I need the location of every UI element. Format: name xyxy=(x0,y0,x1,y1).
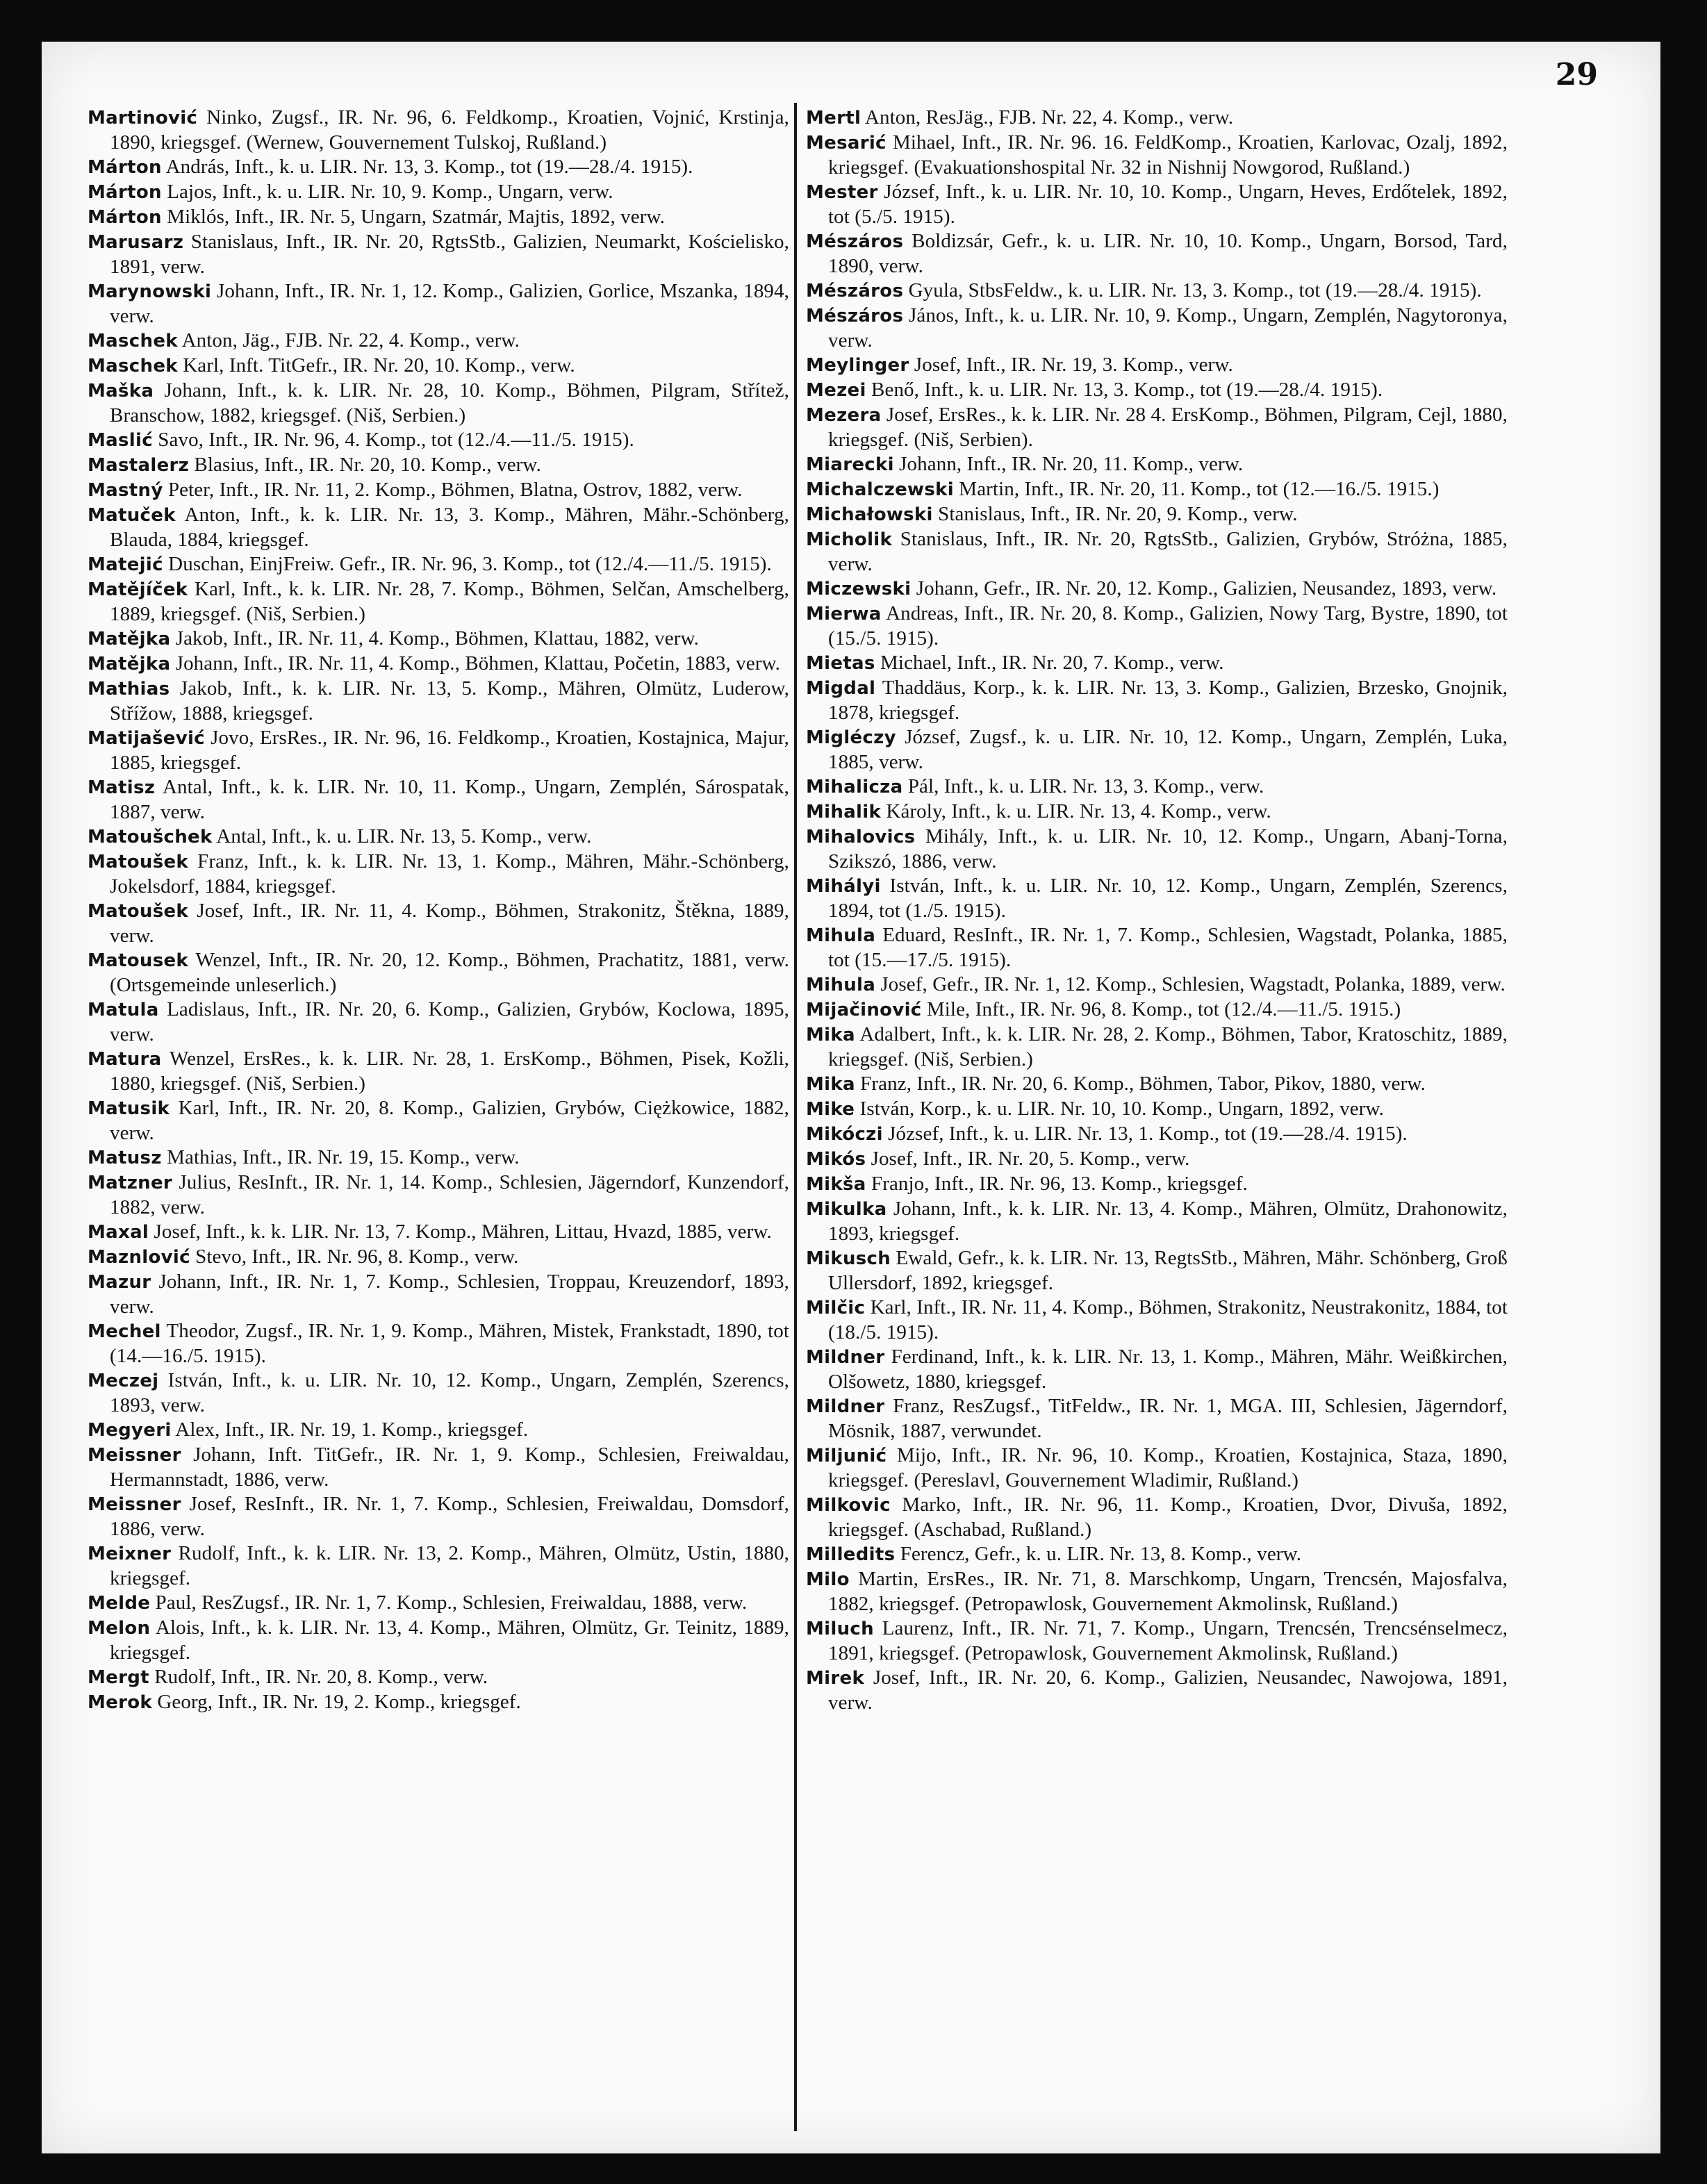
casualty-entry xyxy=(88,205,789,230)
entry-details: Adalbert, Inft., k. k. LIR. Nr. 28, 2. Komp., Böhmen, Tabor, Kratoschitz, 1889, kriegsgef. (Niš, Serbien.) xyxy=(828,1023,1508,1070)
entry-details: János, Inft., k. u. LIR. Nr. 10, 9. Komp., Ungarn, Zemplén, Nagytoronya, verw. xyxy=(828,304,1508,351)
casualty-entry xyxy=(806,477,1508,502)
entry-surname: Mihula xyxy=(806,925,876,946)
entry-details: Johann, Inft., IR. Nr. 11, 4. Komp., Böhmen, Klattau, Početin, 1883, verw. xyxy=(170,652,780,675)
casualty-entry xyxy=(88,279,789,329)
entry-surname: Maschek xyxy=(88,356,178,377)
casualty-entry xyxy=(88,428,789,453)
casualty-entry xyxy=(88,948,789,998)
entry-details: Stevo, Inft., IR. Nr. 96, 8. Komp., verw. xyxy=(190,1246,519,1268)
entry-details: Antal, Inft., k. k. LIR. Nr. 10, 11. Komp., Ungarn, Zemplén, Sárospatak, 1887, verw. xyxy=(110,776,789,823)
entry-details: Stanislaus, Inft., IR. Nr. 20, 9. Komp., verw. xyxy=(932,503,1298,525)
entry-surname: Mészáros xyxy=(806,306,904,326)
entry-details: Ferencz, Gefr., k. u. LIR. Nr. 13, 8. Komp., verw. xyxy=(895,1543,1302,1565)
casualty-entry xyxy=(806,973,1508,998)
left-column xyxy=(88,106,789,1715)
entry-details: Thaddäus, Korp., k. k. LIR. Nr. 13, 3. Komp., Galizien, Brzesko, Gnojnik, 1878, kriegsgef. xyxy=(828,677,1508,724)
entry-surname: Mezera xyxy=(806,405,882,426)
entry-details: Karl, Inft. TitGefr., IR. Nr. 20, 10. Komp., verw. xyxy=(177,354,575,377)
casualty-entry xyxy=(806,602,1508,651)
entry-surname: Mechel xyxy=(88,1321,161,1342)
entry-surname: Matusik xyxy=(88,1098,170,1119)
casualty-entry xyxy=(806,353,1508,378)
entry-details: Josef, Inft., IR. Nr. 11, 4. Komp., Böhmen, Strakonitz, Štěkna, 1889, verw. xyxy=(110,900,789,947)
casualty-entry xyxy=(88,1492,789,1541)
casualty-entry xyxy=(806,825,1508,874)
entry-details: Mihael, Inft., IR. Nr. 96. 16. FeldKomp., Kroatien, Karlovac, Ozalj, 1892, kriegsgef. (Evakuationshospital Nr. 32 in Nishnij Nowgorod, Rußland.) xyxy=(828,131,1508,179)
entry-details: Gyula, StbsFeldw., k. u. LIR. Nr. 13, 3. Komp., tot (19.—28./4. 1915). xyxy=(903,279,1482,301)
entry-surname: Mirek xyxy=(806,1668,865,1689)
entry-details: Mihály, Inft., k. u. LIR. Nr. 10, 12. Komp., Ungarn, Abanj-Torna, Szikszó, 1886, verw. xyxy=(828,825,1508,872)
entry-details: Peter, Inft., IR. Nr. 11, 2. Komp., Böhmen, Blatna, Ostrov, 1882, verw. xyxy=(163,479,743,501)
entry-details: Josef, Inft., IR. Nr. 20, 5. Komp., verw. xyxy=(866,1148,1190,1170)
entry-surname: Migdal xyxy=(806,678,876,699)
entry-details: Anton, Jäg., FJB. Nr. 22, 4. Komp., verw. xyxy=(177,329,520,351)
entry-details: Franz, ResZugsf., TitFeldw., IR. Nr. 1, MGA. III, Schlesien, Jägerndorf, Mösnik, 1887, verwundet. xyxy=(828,1395,1508,1442)
entry-details: Georg, Inft., IR. Nr. 19, 2. Komp., kriegsgef. xyxy=(151,1691,521,1713)
entry-surname: Mildner xyxy=(806,1396,885,1417)
casualty-entry xyxy=(88,1270,789,1319)
entry-details: Andreas, Inft., IR. Nr. 20, 8. Komp., Galizien, Nowy Targ, Bystre, 1890, tot (15./5. 1915). xyxy=(828,602,1508,650)
casualty-entry xyxy=(88,1665,789,1690)
casualty-entry xyxy=(806,1172,1508,1197)
casualty-entry xyxy=(88,677,789,726)
entry-surname: Matějka xyxy=(88,654,171,675)
entry-details: Johann, Inft., k. k. LIR. Nr. 28, 10. Komp., Böhmen, Pilgram, Střítež, Branschow, 1882, kriegsgef. (Niš, Serbien.) xyxy=(110,379,789,427)
entry-surname: Mester xyxy=(806,182,878,203)
entry-details: Josef, Inft., IR. Nr. 20, 6. Komp., Galizien, Neusandec, Nawojowa, 1891, verw. xyxy=(828,1666,1508,1714)
entry-details: Karl, Inft., IR. Nr. 20, 8. Komp., Galizien, Grybów, Ciężkowice, 1882, verw. xyxy=(110,1097,789,1144)
entry-details: István, Inft., k. u. LIR. Nr. 10, 12. Komp., Ungarn, Zemplén, Szerencs, 1894, tot (1./5. 1915). xyxy=(828,875,1508,922)
entry-details: Jakob, Inft., k. k. LIR. Nr. 13, 5. Komp., Mähren, Olmütz, Luderow, Střížow, 1888, kriegsgef. xyxy=(110,677,789,725)
casualty-entry xyxy=(88,1245,789,1270)
entry-details: Anton, Inft., k. k. LIR. Nr. 13, 3. Komp., Mähren, Mähr.-Schönberg, Blauda, 1884, kriegsgef. xyxy=(110,504,789,551)
entry-surname: Matoušek xyxy=(88,852,189,872)
casualty-entry xyxy=(88,478,789,503)
casualty-entry xyxy=(806,1345,1508,1394)
casualty-entry xyxy=(88,998,789,1047)
casualty-entry xyxy=(806,304,1508,353)
casualty-entry xyxy=(806,775,1508,800)
entry-details: Stanislaus, Inft., IR. Nr. 20, RgtsStb., Galizien, Grybów, Stróżna, 1885, verw. xyxy=(828,528,1508,575)
entry-surname: Matijašević xyxy=(88,728,205,749)
entry-details: Johann, Inft., IR. Nr. 20, 11. Komp., verw. xyxy=(893,453,1244,475)
entry-surname: Mezei xyxy=(806,380,866,401)
casualty-entry xyxy=(88,850,789,899)
casualty-entry xyxy=(806,279,1508,304)
entry-surname: Mike xyxy=(806,1099,855,1120)
entry-surname: Mesarić xyxy=(806,133,887,154)
entry-details: Michael, Inft., IR. Nr. 20, 7. Komp., verw. xyxy=(875,652,1224,674)
entry-details: Josef, Gefr., IR. Nr. 1, 12. Komp., Schlesien, Wagstadt, Polanka, 1889, verw. xyxy=(875,973,1506,995)
entry-surname: Mergt xyxy=(88,1667,149,1688)
casualty-entry xyxy=(88,1368,789,1418)
entry-details: Johann, Inft. TitGefr., IR. Nr. 1, 9. Komp., Schlesien, Freiwaldau, Hermannstadt, 1886, verw. xyxy=(110,1443,789,1491)
entry-surname: Mikulka xyxy=(806,1199,887,1220)
casualty-entry xyxy=(806,1443,1508,1493)
casualty-entry xyxy=(806,1072,1508,1097)
entry-surname: Mihalovics xyxy=(806,827,916,847)
entry-surname: Mikós xyxy=(806,1149,866,1170)
entry-details: Ladislaus, Inft., IR. Nr. 20, 6. Komp., Galizien, Grybów, Koclowa, 1895, verw. xyxy=(110,998,789,1045)
entry-details: Mijo, Inft., IR. Nr. 96, 10. Komp., Kroatien, Kostajnica, Staza, 1890, kriegsgef. (Pereslavl, Gouvernement Wladimir, Rußland.) xyxy=(828,1444,1508,1491)
entry-details: Josef, Inft., IR. Nr. 19, 3. Komp., verw. xyxy=(909,354,1233,376)
casualty-entry xyxy=(806,527,1508,577)
entry-surname: Matisz xyxy=(88,777,156,798)
entry-details: József, Inft., k. u. LIR. Nr. 10, 10. Komp., Ungarn, Heves, Erdőtelek, 1892, tot (5./5. 1915). xyxy=(828,181,1508,228)
entry-surname: Mijačinović xyxy=(806,1000,922,1020)
entry-details: Pál, Inft., k. u. LIR. Nr. 13, 3. Komp., verw. xyxy=(902,775,1264,797)
entry-details: József, Zugsf., k. u. LIR. Nr. 10, 12. Komp., Ungarn, Zemplén, Luka, 1885, verw. xyxy=(828,726,1508,773)
casualty-entry xyxy=(806,1616,1508,1666)
casualty-entry xyxy=(806,229,1508,279)
entry-surname: Matura xyxy=(88,1049,162,1070)
entry-surname: Mihalicza xyxy=(806,777,903,797)
entry-details: Johann, Inft., IR. Nr. 1, 7. Komp., Schlesien, Troppau, Kreuzendorf, 1893, verw. xyxy=(110,1271,789,1318)
entry-surname: Mierwa xyxy=(806,604,882,624)
entry-details: Ninko, Zugsf., IR. Nr. 96, 6. Feldkomp., Kroatien, Vojnić, Krstinja, 1890, kriegsgef. (Wernew, Gouvernement Tulskoj, Rußland.) xyxy=(110,106,789,154)
entry-details: Benő, Inft., k. u. LIR. Nr. 13, 3. Komp., tot (19.—28./4. 1915). xyxy=(866,379,1383,401)
casualty-entry xyxy=(806,923,1508,973)
entry-details: Franz, Inft., IR. Nr. 20, 6. Komp., Böhmen, Tabor, Pikov, 1880, verw. xyxy=(855,1073,1426,1095)
casualty-entry xyxy=(88,1145,789,1170)
entry-surname: Matula xyxy=(88,1000,159,1020)
entry-surname: Michałowski xyxy=(806,504,933,525)
entry-details: Karl, Inft., IR. Nr. 11, 4. Komp., Böhmen, Strakonitz, Neustrakonitz, 1884, tot (18./5. 1915). xyxy=(828,1296,1508,1343)
entry-details: Eduard, ResInft., IR. Nr. 1, 7. Komp., Schlesien, Wagstadt, Polanka, 1885, tot (15.—17./5. 1915). xyxy=(828,924,1508,971)
entry-surname: Matějka xyxy=(88,629,171,650)
casualty-entry xyxy=(88,155,789,180)
casualty-entry xyxy=(806,725,1508,775)
entry-surname: Matejić xyxy=(88,554,163,575)
casualty-entry xyxy=(88,1591,789,1616)
casualty-entry xyxy=(88,329,789,354)
entry-details: Karl, Inft., k. k. LIR. Nr. 28, 7. Komp., Böhmen, Selčan, Amschelberg, 1889, kriegsgef. (Niš, Serbien.) xyxy=(110,578,789,625)
casualty-entry xyxy=(88,775,789,825)
casualty-entry xyxy=(806,1493,1508,1542)
entry-surname: Megyeri xyxy=(88,1420,172,1441)
casualty-entry xyxy=(88,577,789,627)
casualty-entry xyxy=(806,1666,1508,1715)
casualty-entry xyxy=(806,874,1508,923)
entry-surname: Miarecki xyxy=(806,454,894,475)
entry-surname: Márton xyxy=(88,207,162,228)
casualty-entry xyxy=(88,379,789,428)
casualty-entry xyxy=(88,180,789,205)
entry-surname: Mastalerz xyxy=(88,455,190,476)
page-number: 29 xyxy=(1555,57,1598,92)
casualty-entry xyxy=(88,503,789,552)
entry-surname: Maznlović xyxy=(88,1247,190,1268)
casualty-entry xyxy=(806,1147,1508,1172)
column-divider xyxy=(794,103,797,2131)
entry-details: Mile, Inft., IR. Nr. 96, 8. Komp., tot (12./4.—11./5. 1915.) xyxy=(921,998,1401,1020)
entry-surname: Márton xyxy=(88,157,162,178)
casualty-entry xyxy=(806,1296,1508,1345)
entry-surname: Martinović xyxy=(88,108,198,129)
casualty-entry xyxy=(806,1394,1508,1443)
entry-details: Wenzel, ErsRes., k. k. LIR. Nr. 28, 1. ErsKomp., Böhmen, Pisek, Kožli, 1880, kriegsgef. (Niš, Serbien.) xyxy=(110,1048,789,1095)
entry-surname: Maxal xyxy=(88,1222,149,1243)
entry-details: Antal, Inft., k. u. LIR. Nr. 13, 5. Komp., verw. xyxy=(212,825,592,847)
entry-surname: Matějíček xyxy=(88,579,188,600)
entry-surname: Mathias xyxy=(88,679,170,700)
entry-details: Josef, ErsRes., k. k. LIR. Nr. 28 4. ErsKomp., Böhmen, Pilgram, Cejl, 1880, kriegsgef. (Niš, Serbien). xyxy=(828,404,1508,451)
entry-details: József, Inft., k. u. LIR. Nr. 13, 1. Komp., tot (19.—28./4. 1915). xyxy=(882,1123,1408,1145)
casualty-entry xyxy=(88,1541,789,1591)
casualty-entry xyxy=(806,1122,1508,1147)
entry-surname: Márton xyxy=(88,182,162,203)
casualty-entry xyxy=(88,652,789,677)
casualty-entry xyxy=(806,1246,1508,1296)
entry-surname: Mika xyxy=(806,1074,855,1095)
entry-surname: Mészáros xyxy=(806,281,904,301)
casualty-entry xyxy=(88,1220,789,1245)
entry-surname: Mihályi xyxy=(806,876,881,897)
casualty-entry xyxy=(806,676,1508,725)
casualty-entry xyxy=(88,1047,789,1096)
entry-details: Theodor, Zugsf., IR. Nr. 1, 9. Komp., Mähren, Mistek, Frankstadt, 1890, tot (14.—16./5. 1915). xyxy=(110,1320,789,1367)
entry-details: István, Korp., k. u. LIR. Nr. 10, 10. Komp., Ungarn, 1892, verw. xyxy=(855,1098,1384,1120)
casualty-entry xyxy=(806,1023,1508,1072)
entry-surname: Mastný xyxy=(88,480,163,501)
entry-details: Jakob, Inft., IR. Nr. 11, 4. Komp., Böhmen, Klattau, 1882, verw. xyxy=(170,627,700,650)
casualty-entry xyxy=(88,230,789,279)
entry-surname: Matusz xyxy=(88,1148,162,1168)
entry-details: András, Inft., k. u. LIR. Nr. 13, 3. Komp., tot (19.—28./4. 1915). xyxy=(161,156,693,178)
entry-details: Savo, Inft., IR. Nr. 96, 4. Komp., tot (12./4.—11./5. 1915). xyxy=(152,429,634,451)
entry-surname: Matoušek xyxy=(88,901,189,922)
entry-details: Alex, Inft., IR. Nr. 19, 1. Komp., kriegsgef. xyxy=(171,1418,529,1441)
casualty-entry xyxy=(88,726,789,775)
entry-surname: Mazur xyxy=(88,1272,151,1293)
entry-details: Rudolf, Inft., k. k. LIR. Nr. 13, 2. Komp., Mähren, Olmütz, Ustin, 1880, kriegsgef. xyxy=(110,1542,789,1589)
entry-surname: Mertl xyxy=(806,108,861,129)
entry-surname: Micholik xyxy=(806,529,893,550)
document-page xyxy=(42,42,1660,2153)
entry-details: Stanislaus, Inft., IR. Nr. 20, RgtsStb., Galizien, Neumarkt, Kościelisko, 1891, verw. xyxy=(110,231,789,278)
entry-surname: Meylinger xyxy=(806,355,909,376)
entry-surname: Mildner xyxy=(806,1347,885,1368)
entry-details: Károly, Inft., k. u. LIR. Nr. 13, 4. Komp., verw. xyxy=(881,800,1271,822)
casualty-entry xyxy=(88,899,789,948)
entry-surname: Melon xyxy=(88,1618,151,1639)
entry-details: Franz, Inft., k. k. LIR. Nr. 13, 1. Komp., Mähren, Mähr.-Schönberg, Jokelsdorf, 1884, kriegsgef. xyxy=(110,850,789,897)
casualty-entry xyxy=(88,1170,789,1220)
entry-surname: Meixner xyxy=(88,1544,172,1564)
entry-surname: Marusarz xyxy=(88,232,184,253)
casualty-entry xyxy=(806,651,1508,676)
entry-surname: Melde xyxy=(88,1593,151,1614)
entry-surname: Meissner xyxy=(88,1494,181,1515)
entry-surname: Mietas xyxy=(806,653,875,674)
entry-surname: Mikusch xyxy=(806,1248,891,1269)
entry-surname: Milkovic xyxy=(806,1495,891,1516)
entry-details: Jovo, ErsRes., IR. Nr. 96, 16. Feldkomp., Kroatien, Kostajnica, Majur, 1885, kriegsgef. xyxy=(110,727,789,774)
casualty-entry xyxy=(806,452,1508,477)
entry-surname: Migléczy xyxy=(806,727,896,748)
entry-details: Franjo, Inft., IR. Nr. 96, 13. Komp., kriegsgef. xyxy=(866,1173,1248,1195)
casualty-entry xyxy=(806,577,1508,602)
entry-details: Lajos, Inft., k. u. LIR. Nr. 10, 9. Komp., Ungarn, verw. xyxy=(161,181,613,203)
casualty-entry xyxy=(806,180,1508,229)
entry-surname: Mika xyxy=(806,1025,855,1045)
casualty-entry xyxy=(88,627,789,652)
casualty-entry xyxy=(88,106,789,155)
entry-details: Anton, ResJäg., FJB. Nr. 22, 4. Komp., verw. xyxy=(861,106,1234,129)
entry-details: Ewald, Gefr., k. k. LIR. Nr. 13, RegtsStb., Mähren, Mähr. Schönberg, Groß Ullersdorf, 1892, kriegsgef. xyxy=(828,1247,1508,1294)
entry-surname: Miczewski xyxy=(806,579,912,599)
casualty-entry xyxy=(806,800,1508,825)
entry-surname: Merok xyxy=(88,1692,152,1713)
entry-details: Boldizsár, Gefr., k. u. LIR. Nr. 10, 10. Komp., Ungarn, Borsod, Tard, 1890, verw. xyxy=(828,230,1508,277)
entry-surname: Matzner xyxy=(88,1173,173,1193)
entry-surname: Mihula xyxy=(806,975,876,995)
entry-details: István, Inft., k. u. LIR. Nr. 10, 12. Komp., Ungarn, Zemplén, Szerencs, 1893, verw. xyxy=(110,1369,789,1416)
casualty-entry xyxy=(88,552,789,577)
entry-surname: Mihalik xyxy=(806,802,882,822)
entry-details: Ferdinand, Inft., k. k. LIR. Nr. 13, 1. Komp., Mähren, Mähr. Weißkirchen, Olšowetz, 1880, kriegsgef. xyxy=(828,1346,1508,1393)
entry-details: Mathias, Inft., IR. Nr. 19, 15. Komp., verw. xyxy=(161,1146,520,1168)
entry-surname: Mikša xyxy=(806,1174,866,1195)
entry-surname: Marynowski xyxy=(88,281,212,302)
entry-surname: Meczej xyxy=(88,1371,159,1391)
entry-surname: Milledits xyxy=(806,1544,896,1565)
entry-details: Johann, Inft., k. k. LIR. Nr. 13, 4. Komp., Mähren, Olmütz, Drahonowitz, 1893, kriegsgef. xyxy=(828,1198,1508,1245)
entry-surname: Miluch xyxy=(806,1619,874,1639)
entry-surname: Maslić xyxy=(88,430,153,451)
entry-details: Wenzel, Inft., IR. Nr. 20, 12. Komp., Böhmen, Prachatitz, 1881, verw. (Ortsgemeinde unleserlich.) xyxy=(110,949,789,996)
entry-surname: Mikóczi xyxy=(806,1124,883,1145)
entry-details: Johann, Inft., IR. Nr. 1, 12. Komp., Galizien, Gorlice, Mszanka, 1894, verw. xyxy=(110,280,789,327)
entry-details: Alois, Inft., k. k. LIR. Nr. 13, 4. Komp., Mähren, Olmütz, Gr. Teinitz, 1889, kriegsgef. xyxy=(110,1616,789,1664)
entry-details: Julius, ResInft., IR. Nr. 1, 14. Komp., Schlesien, Jägerndorf, Kunzendorf, 1882, verw. xyxy=(110,1171,789,1218)
entry-surname: Meissner xyxy=(88,1445,181,1466)
entry-details: Miklós, Inft., IR. Nr. 5, Ungarn, Szatmár, Majtis, 1892, verw. xyxy=(161,206,665,228)
entry-surname: Maschek xyxy=(88,331,178,351)
entry-surname: Matuček xyxy=(88,505,176,526)
entry-surname: Matoušchek xyxy=(88,827,213,847)
casualty-entry xyxy=(806,378,1508,403)
entry-details: Laurenz, Inft., IR. Nr. 71, 7. Komp., Ungarn, Trencsén, Trencsénselmecz, 1891, kriegsgef. (Petropawlosk, Gouvernement Akmolinsk, Rußland.) xyxy=(828,1617,1508,1664)
casualty-entry xyxy=(806,1197,1508,1246)
entry-details: Martin, Inft., IR. Nr. 20, 11. Komp., tot (12.—16./5. 1915.) xyxy=(953,478,1440,500)
entry-surname: Miljunić xyxy=(806,1446,887,1466)
entry-details: Rudolf, Inft., IR. Nr. 20, 8. Komp., verw. xyxy=(149,1666,488,1688)
entry-surname: Milčic xyxy=(806,1298,866,1318)
entry-details: Marko, Inft., IR. Nr. 96, 11. Komp., Kroatien, Dvor, Divuša, 1892, kriegsgef. (Aschabad, Rußland.) xyxy=(828,1494,1508,1541)
entry-surname: Michalczewski xyxy=(806,479,954,500)
casualty-entry xyxy=(806,131,1508,180)
entry-details: Duschan, EinjFreiw. Gefr., IR. Nr. 96, 3. Komp., tot (12./4.—11./5. 1915). xyxy=(163,553,772,575)
entry-surname: Mészáros xyxy=(806,231,904,252)
entry-surname: Matousek xyxy=(88,950,189,971)
casualty-entry xyxy=(88,825,789,850)
right-column xyxy=(806,106,1508,1715)
casualty-entry xyxy=(806,106,1508,131)
casualty-entry xyxy=(806,1542,1508,1567)
casualty-entry xyxy=(88,453,789,478)
casualty-entry xyxy=(88,1418,789,1443)
casualty-entry xyxy=(88,1443,789,1492)
casualty-entry xyxy=(88,1690,789,1715)
entry-details: Paul, ResZugsf., IR. Nr. 1, 7. Komp., Schlesien, Freiwaldau, 1888, verw. xyxy=(150,1591,748,1614)
entry-details: Josef, ResInft., IR. Nr. 1, 7. Komp., Schlesien, Freiwaldau, Domsdorf, 1886, verw. xyxy=(110,1493,789,1540)
casualty-entry xyxy=(806,998,1508,1023)
entry-details: Blasius, Inft., IR. Nr. 20, 10. Komp., verw. xyxy=(189,454,541,476)
casualty-entry xyxy=(88,354,789,379)
entry-details: Josef, Inft., k. k. LIR. Nr. 13, 7. Komp., Mähren, Littau, Hvazd, 1885, verw. xyxy=(149,1221,772,1243)
entry-details: Martin, ErsRes., IR. Nr. 71, 8. Marschkomp, Ungarn, Trencsén, Majosfalva, 1882, kriegsgef. (Petropawlosk, Gouvernement Akmolinsk, Rußland.) xyxy=(828,1568,1508,1615)
casualty-entry xyxy=(88,1319,789,1368)
casualty-entry xyxy=(806,502,1508,527)
casualty-entry xyxy=(806,1097,1508,1122)
casualty-entry xyxy=(806,403,1508,452)
casualty-entry xyxy=(806,1567,1508,1616)
casualty-entry xyxy=(88,1616,789,1665)
entry-details: Johann, Gefr., IR. Nr. 20, 12. Komp., Galizien, Neusandez, 1893, verw. xyxy=(911,577,1497,599)
entry-surname: Maška xyxy=(88,381,154,402)
entry-surname: Milo xyxy=(806,1569,850,1590)
casualty-entry xyxy=(88,1096,789,1145)
